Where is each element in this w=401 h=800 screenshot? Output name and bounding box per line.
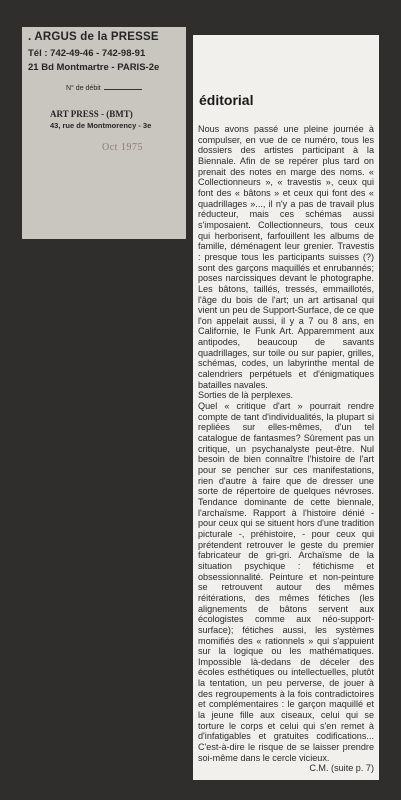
article-body xyxy=(198,124,374,774)
agency-name: . ARGUS de la PRESSE xyxy=(28,31,159,43)
debit-label: N° de débit xyxy=(66,85,101,92)
debit-number-field xyxy=(28,85,183,92)
article-signature-line xyxy=(198,763,374,774)
agency-address: 21 Bd Montmartre - PARIS-2e xyxy=(28,62,160,73)
article-paragraph: Sorties de là perplexes. xyxy=(198,390,294,401)
publication-name: ART PRESS - (BMT) xyxy=(50,109,133,119)
clipping-date: Oct 1975 xyxy=(102,142,143,153)
press-agency-stamp xyxy=(22,27,186,239)
publication-address: 43, rue de Montmorency - 3e xyxy=(50,121,152,130)
article-paragraph: Quel « critique d'art » pourrait rendre compte de tant d'individualités, la plupart si repliées sur elles-mêmes, d'un tel catalogue de fantasmes? Sûrement pas un critique, un psychanalyste peut-être. Nul besoin de bien connaître l'histoire de l'art pour se pencher sur ces manifestations, rien d'autre à faire que de dresser une sorte de répertoire de quelques névroses. Tendance dominante de cette biennale, l'archaïsme. Rapport à l'histoire dénié - pour ceux qui se situent hors d'une tradition picturale -, préhistoire, - pour ceux qui prétendent retrouver le geste du premier fabricateur de gri-gri. Archaïsme de la situation psychique : fétichisme et obsessionnalité. Peinture et non-peinture se retrouvent autour des mêmes réitérations, des mêmes fétiches (les alignements de bâtons servent aux écologistes comme aux néo-support-surface); fétiches aussi, les systèmes momifiés des « rationnels » qui s'appuient sur la logique ou les mathématiques. Impossible là-dedans de déceler des écoles esthétiques ou intellectuelles, plutôt la tentation, un peu perverse, de jouer à des regroupements à la fois contradictoires et complémentaires : le garçon maquillé et la jeune fille aux ciseaux, celui qui se torture le corps et celui qui s'en remet à d'infatigables et gratuites codifications... C'est-à-dire le risque de se laisser prendre soi-même dans le cercle vicieux. xyxy=(198,401,374,763)
article-title: éditorial xyxy=(199,92,254,108)
article-paragraph: Nous avons passé une pleine journée à compulser, en vue de ce numéro, tous les dossiers des artistes participant à la Biennale. Afin de se repérer plus tard on prenait des notes en marge des noms. « Collectionneurs », « travestis », ceux qui font des « bâtons » et ceux qui font des « quadrillages »..., il n'y a pas de travail plus réducteur, mais ces schémas aussi s'imposaient. Collectionneurs, tous ceux qui herborisent, farfouillent les albums de famille, déménagent leur grenier. Travestis : presque tous les participants suisses (?) sont des garçons maquillés et enrubannés; poses narcissiques devant le photographe. Les bâtons, taillés, tressés, emmaillotés, l'âge du bois de l'art; un art artisanal qui vient un peu de Support-Surface, de ce que l'on appelait aussi, il y a 7 ou 8 ans, en Californie, le Funk Art. Apparemment aux antipodes, beaucoup de savants quadrillages, sur toile ou sur papier, grilles, schémas, codes, un labyrinthe mental de calendriers perpétuels et d'énigmatiques batailles navales. xyxy=(198,124,374,390)
newspaper-clipping xyxy=(193,35,379,780)
agency-phones: Tél : 742-49-46 - 742-98-91 xyxy=(28,48,146,59)
article-signature: C.M. (suite p. 7) xyxy=(309,763,374,774)
debit-blank-line xyxy=(104,89,142,90)
